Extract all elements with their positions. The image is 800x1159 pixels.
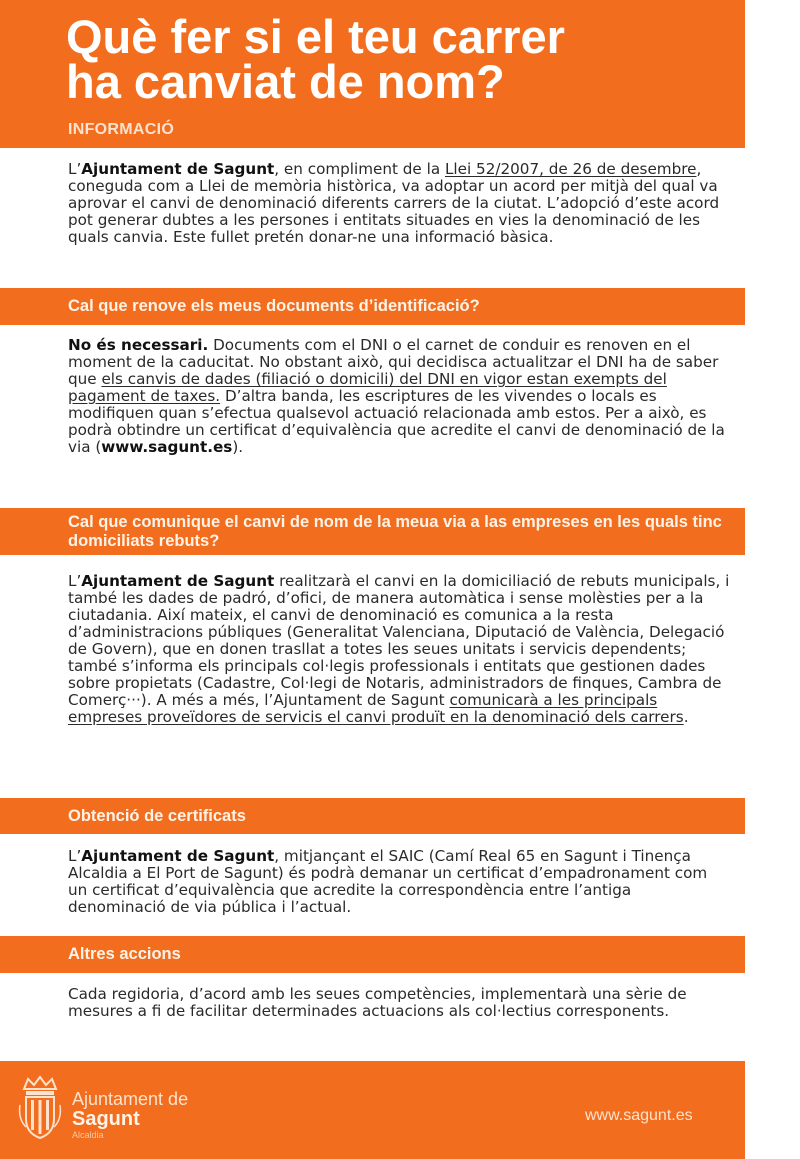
section2-text-c: . [683,708,689,726]
section1-heading: Cal que renove els meus documents d’identificació? [68,297,480,315]
section3-text-a: L’ [68,847,82,865]
section3-paragraph [68,848,730,916]
section2-text-b: realitzarà el canvi en la domiciliació de rebuts municipals, i també les dades de padró, d’ofici, de manera automàtica i sense molèsties per a la ciutadania. Així mateix, el canvi de denominació es comunica a la resta d’administracions públiques (Generalitat Valenciana, Diputació de València, Delegació de Govern), que en donen trasllat a totes les seues unitats i servicis dependents; també s’informa els principals col·legis professionals i entitats que gestionen dades sobre propietats (Cadastre, Col·legi de Notaris, administradors de finques, Cambra de Comerç···). A més a més, l’Ajuntament de Sagunt [68,572,730,709]
footer-org-line3: Alcaldia [72,1130,104,1140]
intro-law-reference: Llei 52/2007, de 26 de desembre [444,160,697,178]
section4-header [0,936,745,973]
section1-underlined-text: els canvis de dades (filiació o domicili) del DNI en vigor estan exempts del pagament de taxes. [68,370,667,405]
section-kicker: INFORMACIÓ [68,121,175,138]
intro-text-a: L’ [68,160,82,178]
section2-text-a: L’ [68,572,82,590]
section2-org-name: Ajuntament de Sagunt [81,572,275,590]
section3-org-name: Ajuntament de Sagunt [81,847,275,865]
section2-paragraph [68,573,730,726]
footer-org-logo [72,1089,188,1141]
section1-lead: No és necessari. [68,336,209,354]
section4-paragraph: Cada regidoria, d’acord amb les seues competències, implementarà una sèrie de mesures a fi de facilitar determinades actuacions als col·lectius corresponents. [68,985,687,1020]
section2-heading: Cal que comunique el canvi de nom de la meua via a las empreses en les quals tinc domiciliats rebuts? [68,513,722,550]
footer-org-line2: Sagunt [72,1108,140,1130]
coat-of-arms-icon [18,1075,62,1141]
intro-org-name: Ajuntament de Sagunt [81,160,275,178]
section1-text-a: Documents com el DNI o el carnet de conduir es renoven en el moment de la caducitat. No obstant això, qui decidisca actualitzar el DNI ha de saber que [68,336,719,388]
page-title [66,10,726,108]
footer-website-link[interactable]: www.sagunt.es [585,1107,693,1124]
section3-header [0,798,745,834]
section2-underlined-text: comunicarà a les principals empreses proveïdores de servicis el canvi produït en la denominació dels carrers [68,691,684,726]
section1-website: www.sagunt.es [101,438,233,456]
intro-paragraph [68,161,730,246]
section1-paragraph [68,337,730,456]
section2-header [0,508,745,555]
section1-header [0,288,745,325]
section3-heading: Obtenció de certificats [68,807,246,825]
header-banner [0,0,745,148]
intro-text-b: , en compliment de la [274,160,445,178]
section1-text-b: D’altra banda, les escriptures de les vivendes o locals es modifiquen quan s’efectua qualsevol actuació relacionada amb estos. Per a això, es podrà obtindre un certificat d’equivalència que acredite el canvi de denominació de la via ( [68,387,725,456]
intro-text-c: , coneguda com a Llei de memòria històrica, va adoptar un acord per mitjà del qual va aprovar el canvi de denominació diferents carrers de la ciutat. L’adopció d’este acord pot generar dubtes a les persones i entitats situades en vies la denominació de les quals canvia. Este fullet pretén donar-ne una informació bàsica. [68,160,720,246]
footer-org-line1: Ajuntament de [72,1089,189,1109]
page-title-line1: Què fer si el teu carrer [66,10,565,63]
section4-heading: Altres accions [68,945,181,963]
section3-text-b: , mitjançant el SAIC (Camí Real 65 en Sagunt i Tinença Alcaldia a El Port de Sagunt) és podrà demanar un certificat d’empadronament com un certificat d’equivalència que acredite la correspondència entre l’antiga denominació de via pública i l’actual. [68,847,708,916]
footer-banner [0,1061,745,1159]
section1-text-c: ). [232,438,244,456]
page-title-line2: ha canviat de nom? [66,55,505,108]
